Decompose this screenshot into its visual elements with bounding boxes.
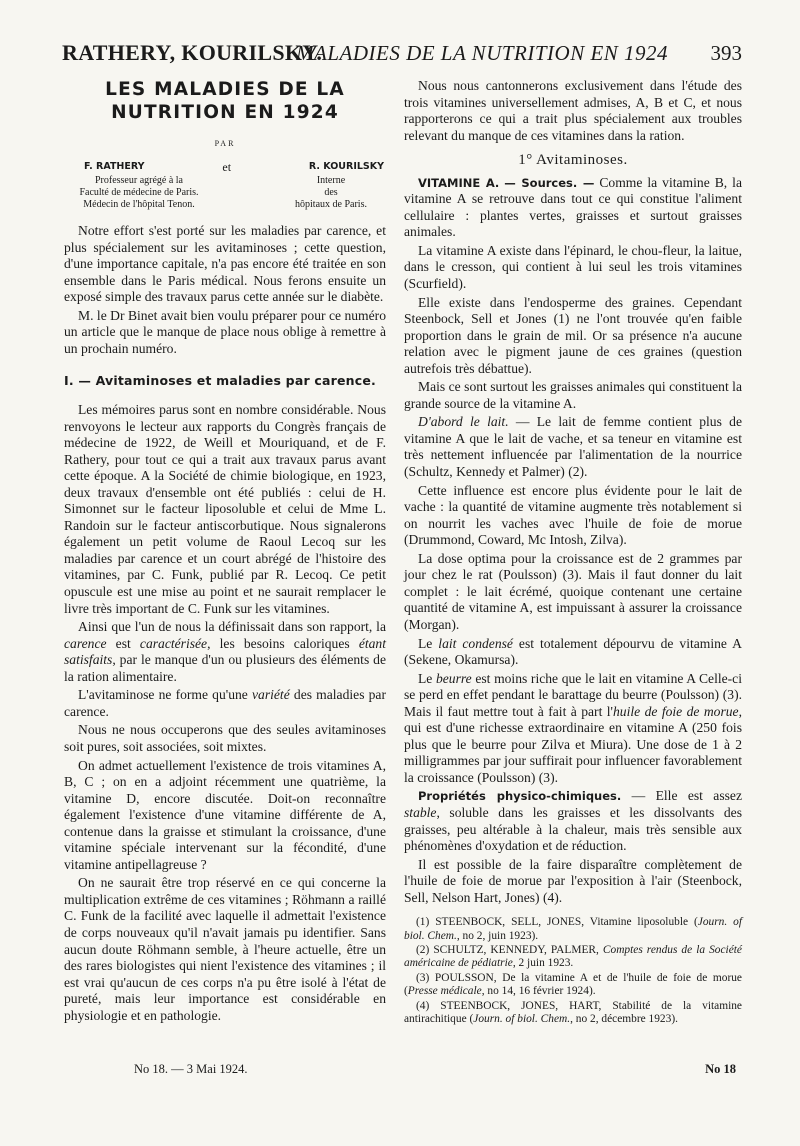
paragraph: Les mémoires parus sont en nombre considérable. Nous renvoyons le lecteur aux rapports du Congrès français de médecine de 1922, de Weill et Mouriquand, et de F. Rathery, pour tout ce qui a trait aux travaux parus avant cette époque. A la Société de chimie biologique, en 1923, deux travaux d'ensemble ont été publiés : celui de H. Simonnet sur le facteur liposoluble et celui de Mme L. Randoin sur le facteur antiscorbutique. Nous signalerons également un petit volume de Raoul Lecoq sur les maladies par carence et un court abrégé de l'histoire des vitamines, par C. Funk, publié par R. Lecoq. Ce petit opuscule est une mise au point et ne saurait remplacer le livre très important de C. Funk sur les vitamines. — [64, 402, 386, 616]
text-run: (1) STEENBOCK, SELL, JONES, Vitamine liposoluble ( — [416, 916, 698, 929]
affiliation-2-line: des — [324, 187, 338, 199]
runin-heading: — Sources. — — [504, 175, 595, 190]
text-run: Le — [418, 670, 436, 686]
footnote — [404, 916, 742, 943]
text-run: , no 2, juin 1923). — [456, 929, 539, 942]
emphasis: carence — [64, 635, 107, 651]
emphasis: lait condensé — [438, 635, 513, 651]
affiliations — [64, 175, 386, 211]
text-run: est moins riche que le lait en vitamine A Celle-ci se perd en effet pendant le barattage du beurre (Poulsson) (3). Mais il faut mettre tout à fait à part l' — [404, 670, 742, 719]
text-run: est — [106, 635, 140, 651]
text-run: , no 14, 16 février 1924). — [481, 985, 596, 998]
emphasis: D'abord le lait. — [418, 414, 509, 430]
footnote — [404, 1000, 742, 1027]
affiliation-2-line: Interne — [316, 175, 346, 187]
paragraph: Il est possible de la faire disparaître complètement de l'huile de foie de morue par l'exposition à l'air (Steenbock, Sell, Nelson Hart, Jones) (4). — [404, 856, 742, 905]
text-run: Ainsi que l'un de nous la définissait dans son rapport, la — [78, 619, 386, 635]
paragraph — [404, 175, 742, 241]
byline — [84, 159, 384, 176]
emphasis: Comptes rendus de la Société américaine de pédiatrie — [404, 944, 742, 970]
emphasis: beurre — [435, 670, 472, 686]
text-run: (2) SCHULTZ, KENNEDY, PALMER, — [416, 944, 603, 957]
subsection-heading: 1° Avitaminoses. — [518, 152, 628, 169]
paragraph: La dose optima pour la croissance est de 2 grammes par jour chez le rat (Poulsson) (3). Mais il faut donner du lait complet : le lait écrémé, quoique contenant une certaine quantité de vitamine A, est impuissant à assurer la croissance (Morgan). — [404, 550, 742, 632]
runin-heading: Propriétés physico-chimiques. — [418, 789, 622, 804]
text-run: , par le manque d'un ou plusieurs des éléments de la ration alimentaire. — [64, 652, 386, 684]
text-run: L'avitaminose ne forme qu'une — [78, 687, 252, 703]
paragraph: M. le Dr Binet avait bien voulu préparer pour ce numéro un article que le manque de place nous oblige à remettre à un prochain numéro. — [64, 307, 386, 356]
text-run: , no 2, décembre 1923). — [570, 1013, 678, 1026]
affiliation-2-line: hôpitaux de Paris. — [295, 199, 367, 211]
paragraph: Cette influence est encore plus évidente pour le lait de vache : la quantité de vitamine augmente très notablement si on nourrit les vaches avec l'huile de foie de morue (Drummond, Coward, Mc Intosh, Zilva). — [404, 482, 742, 548]
affiliation-1-line: Professeur agrégé à la — [94, 175, 183, 187]
article-title — [64, 78, 386, 124]
text-run: , qui est d'une richesse extraordinaire en vitamine A (250 fois plus que le beurre pour Zilva et Miura). Une dose de 1 à 2 milligrammes par jour suffirait pour influencer favorablement la croissance (Poulsson) (3). — [404, 703, 742, 785]
runin-heading: VITAMINE A. — [418, 175, 500, 190]
emphasis: caractérisée — [139, 635, 208, 651]
text-run: Comme la vitamine B, la vitamine A se retrouve dans tout ce qui constitue l'aliment cellulaire : plantes vertes, graisses et surtout graisses animales. — [404, 174, 742, 240]
issue-number-footer: No 18 — [705, 1062, 736, 1076]
text-run: , 2 juin 1923. — [512, 957, 574, 970]
running-head-authors: RATHERY, KOURILSKY. — [62, 40, 323, 65]
paragraph — [404, 414, 742, 480]
text-run: (4) STEENBOCK, JONES, HART, Stabilité de la vitamine antirachitique ( — [404, 999, 742, 1026]
text-run: — Le lait de femme contient plus de vitamine A que le lait de vache, et sa teneur en vitamine est très nettement influencée par l'alimentation de la nourrice (Schultz, Kennedy et Palmer) (2). — [404, 414, 742, 480]
emphasis: Journ. of biol. Chem. — [404, 916, 742, 942]
paragraph: Elle existe dans l'endosperme des graines. Cependant Steenbock, Sell et Jones (1) ne l'ont trouvée qu'en faible proportion dans le grain de mil. Or sa présence n'a aucune relation avec le pigment jaune de ces graines (question autrefois très débattue). — [404, 294, 742, 376]
paragraph: On admet actuellement l'existence de trois vitamines A, B, C ; on en a adjoint récemment une quatrième, la vitamine D, encore discutée. Doit-on reconnaître également l'existence d'une vitamine différente de A, contenue dans la graisse et stimulant la croissance, d'une vitamine spéciale intervenant sur la fécondité, d'une vitamine antipellagreuse ? — [64, 757, 386, 872]
paragraph: On ne saurait être trop réservé en ce qui concerne la multiplication extrême de ces vitamines ; Röhmann a raillé C. Funk de la facilité avec laquelle il admettait l'existence de corps nouveaux qu'il n'avait jamais pu identifier. Sans aucun doute Röhmann semble, à l'heure actuelle, être un des rares biologistes qui nient l'existence des vitamines ; il est vrai qu'aucun de ces corps n'a pu être isolé à l'état de pureté, mais leur importance est considérable en physiologie et en pathologie. — [64, 875, 386, 1023]
emphasis: Presse médicale — [407, 985, 482, 998]
footnote — [404, 944, 742, 971]
article-title-line1: LES MALADIES DE LA — [105, 79, 345, 100]
article-title-line2: NUTRITION EN 1924 — [111, 102, 339, 123]
paragraph: Nous ne nous occuperons que des seules avitaminoses soit pures, soit associées, soit mixtes. — [64, 722, 386, 754]
text-run: est totalement dépourvu de vitamine A (Sekene, Okamursa). — [404, 635, 742, 668]
running-head — [62, 40, 742, 72]
byline-par: PAR — [214, 139, 236, 148]
affiliation-1 — [64, 175, 214, 211]
emphasis: variété — [252, 687, 290, 703]
emphasis: huile de foie de morue — [612, 703, 739, 719]
issue-footer: No 18. — 3 Mai 1924. — [134, 1062, 248, 1076]
paragraph: Notre effort s'est porté sur les maladies par carence, et plus spécialement sur les avitaminoses ; cette question, d'une importance capitale, n'a pas encore été traitée en son ensemble dans le Paris médical. Nous ferons ensuite un exposé simple des travaux parus cette année sur le diabète. — [64, 223, 386, 305]
affiliation-1-line: Médecin de l'hôpital Tenon. — [83, 199, 195, 211]
paragraph — [64, 687, 386, 720]
text-run: , les besoins caloriques — [207, 635, 359, 651]
author-1: F. RATHERY — [84, 160, 145, 172]
text-run: , soluble dans les graisses et les dissolvants des graisses, peu altérable à la chaleur, mais très sensible aux phénomènes d'oxydation et de réduction. — [404, 804, 742, 854]
paragraph: La vitamine A existe dans l'épinard, le chou-fleur, la laitue, dans le cresson, qui contient à lui seul les trois vitamines (Scurfield). — [404, 242, 742, 292]
emphasis: stable — [404, 804, 437, 820]
paragraph — [404, 671, 742, 787]
text-run: des maladies par carence. — [64, 687, 386, 719]
byline-conjunction: et — [222, 159, 232, 174]
left-column — [64, 78, 386, 1026]
running-head-title: MALADIES DE LA NUTRITION EN 1924 — [296, 41, 669, 65]
paragraph — [404, 788, 742, 854]
footnotes — [404, 916, 742, 1026]
paragraph: Mais ce sont surtout les graisses animales qui constituent la grande source de la vitamine A. — [404, 379, 742, 411]
emphasis: Journ. of biol. Chem. — [473, 1013, 571, 1026]
emphasis: étant satisfaits — [64, 635, 386, 668]
right-column — [404, 78, 742, 1028]
text-run: (3) POULSSON, De la vitamine A et de l'huile de foie de morue ( — [404, 971, 742, 998]
footnote — [404, 972, 742, 999]
affiliation-1-line: Faculté de médecine de Paris. — [79, 187, 199, 199]
section-heading: I. — Avitaminoses et maladies par carence. — [64, 373, 376, 389]
page-number: 393 — [710, 41, 742, 65]
text-run: — Elle est assez — [621, 788, 742, 804]
paragraph — [64, 619, 386, 685]
paragraph — [404, 636, 742, 669]
paragraph: Nous nous cantonnerons exclusivement dans l'étude des trois vitamines universellement admises, A, B et C, et nous rapporterons ce qui a trait plus spécialement aux troubles relevant du manque de ces vitamines dans la ration. — [404, 78, 742, 143]
affiliation-2 — [276, 175, 386, 211]
text-run: Le — [418, 635, 439, 651]
author-2: R. KOURILSKY — [308, 160, 384, 172]
